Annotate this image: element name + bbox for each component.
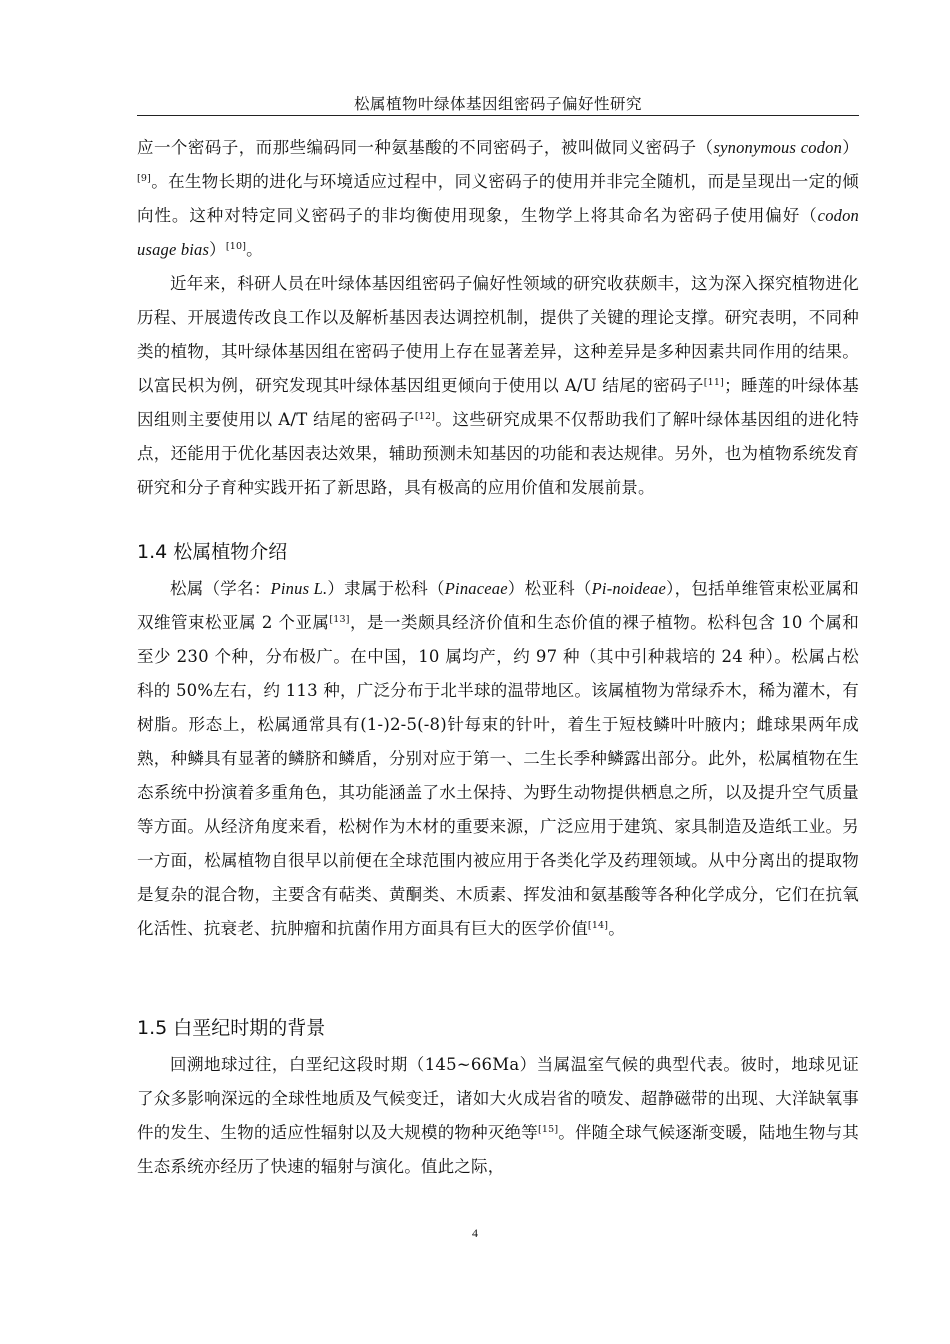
- citation-ref: [9]: [137, 173, 152, 184]
- term-pinus: Pinus L.: [270, 579, 328, 598]
- text-run: 。伴随全球气候逐渐变暖，陆地生物与其生态系统亦经历了快速的辐射与演化。值此之际，: [137, 1123, 859, 1176]
- citation-ref: [14]: [587, 920, 609, 931]
- text-run: 。: [608, 919, 625, 938]
- page-number: 4: [472, 1226, 478, 1240]
- text-run: ，是一类颇具经济价值和生态价值的裸子植物。松科包含 10 个属和至少 230 个种，分布极广。在中国，10 属均产，约 97 种（其中引种栽培的 24 种）。松属占松科的 50%左右，约 113 种，广泛分布于北半球的温带地区。该属植物为常绿乔木，稀为灌木，有树脂。形态上，松属通常具有(1-)2-5(-8)针每束的针叶，着生于短枝鳞叶叶腋内；雌球果两年成熟，种鳞具有显著的鳞脐和鳞盾，分别对应于第一、二生长季种鳞露出部分。此外，松属植物在生态系统中扮演着多重角色，其功能涵盖了水土保持、为野生动物提供栖息之所，以及提升空气质量等方面。从经济角度来看，松树作为木材的重要来源，广泛应用于建筑、家具制造及造纸工业。另一方面，松属植物自很早以前便在全球范围内被应用于各类化学及药理领域。从中分离出的提取物是复杂的混合物，主要含有萜类、黄酮类、木质素、挥发油和氨基酸等各种化学成分，它们在抗氧化活性、抗衰老、抗肿瘤和抗菌作用方面具有巨大的医学价值: [137, 613, 860, 938]
- text-run: 。这些研究成果不仅帮助我们了解叶绿体基因组的进化特点，还能用于优化基因表达效果，辅助预测未知基因的功能和表达规律。另外，也为植物系统发育研究和分子育种实践开拓了新思路，具有极高的应用价值和发展前景。: [137, 410, 860, 497]
- running-header-title: 松属植物叶绿体基因组密码子偏好性研究: [353, 95, 642, 113]
- text-run: 应一个密码子，而那些编码同一种氨基酸的不同密码子，被叫做同义密码子（: [137, 138, 714, 157]
- text-run: ）隶属于松科（: [327, 579, 445, 598]
- citation-ref: [12]: [414, 411, 436, 422]
- paragraph-codon-definition: [137, 131, 859, 267]
- citation-ref: [13]: [329, 614, 350, 625]
- text-run: ）: [209, 240, 226, 259]
- text-run: 松属（学名：: [170, 579, 271, 598]
- text-run: ；睡莲的叶绿体基因组则主要使用以 A/T 结尾的密码子: [137, 376, 859, 429]
- term-pinaceae: Pinaceae: [444, 579, 508, 598]
- text-run: ）: [842, 138, 859, 157]
- text-run: ），包括单维管束松亚属和双维管束松亚属 2 个亚属: [137, 579, 859, 632]
- text-run: 近年来，科研人员在叶绿体基因组密码子偏好性领域的研究收获颇丰，这为深入探究植物进化历程、开展遗传改良工作以及解析基因表达调控机制，提供了关键的理论支撑。研究表明，不同种类的植物，其叶绿体基因组在密码子使用上存在显著差异，这种差异是多种因素共同作用的结果。以富民枳为例，研究发现其叶绿体基因组更倾向于使用以 A/U 结尾的密码子: [137, 274, 859, 395]
- section-heading-1-4: 1.4 松属植物介绍: [137, 541, 288, 563]
- text-run: 。: [246, 240, 263, 259]
- text-run: 。在生物长期的进化与环境适应过程中，同义密码子的使用并非完全随机，而是呈现出一定的倾向性。这种对特定同义密码子的非均衡使用现象，生物学上将其命名为密码子使用偏好（: [137, 172, 859, 225]
- header-rule: [137, 115, 859, 116]
- paragraph-research-progress: [137, 267, 859, 505]
- text-run: ）松亚科（: [507, 579, 592, 598]
- citation-ref: [10]: [225, 241, 247, 252]
- body-block-intro: [137, 131, 859, 505]
- body-block-cretaceous: [137, 1048, 859, 1184]
- term-codon-usage-bias: codon usage bias: [137, 206, 859, 259]
- term-pinoideae: Pi-noideae: [591, 579, 667, 598]
- text-run: 回溯地球过往，白垩纪这段时期（145~66Ma）当属温室气候的典型代表。彼时，地球见证了众多影响深远的全球性地质及气候变迁，诸如大火成岩省的喷发、超静磁带的出现、大洋缺氧事件的发生、生物的适应性辐射以及大规模的物种灭绝等: [137, 1055, 859, 1142]
- citation-ref: [15]: [537, 1124, 559, 1135]
- paragraph-pinus-introduction: [137, 572, 859, 946]
- term-synonymous-codon: synonymous codon: [713, 138, 843, 157]
- section-heading-1-5: 1.5 白垩纪时期的背景: [137, 1017, 326, 1039]
- paragraph-cretaceous-background: [137, 1048, 859, 1184]
- body-block-pinus: [137, 572, 859, 946]
- citation-ref: [11]: [703, 377, 725, 388]
